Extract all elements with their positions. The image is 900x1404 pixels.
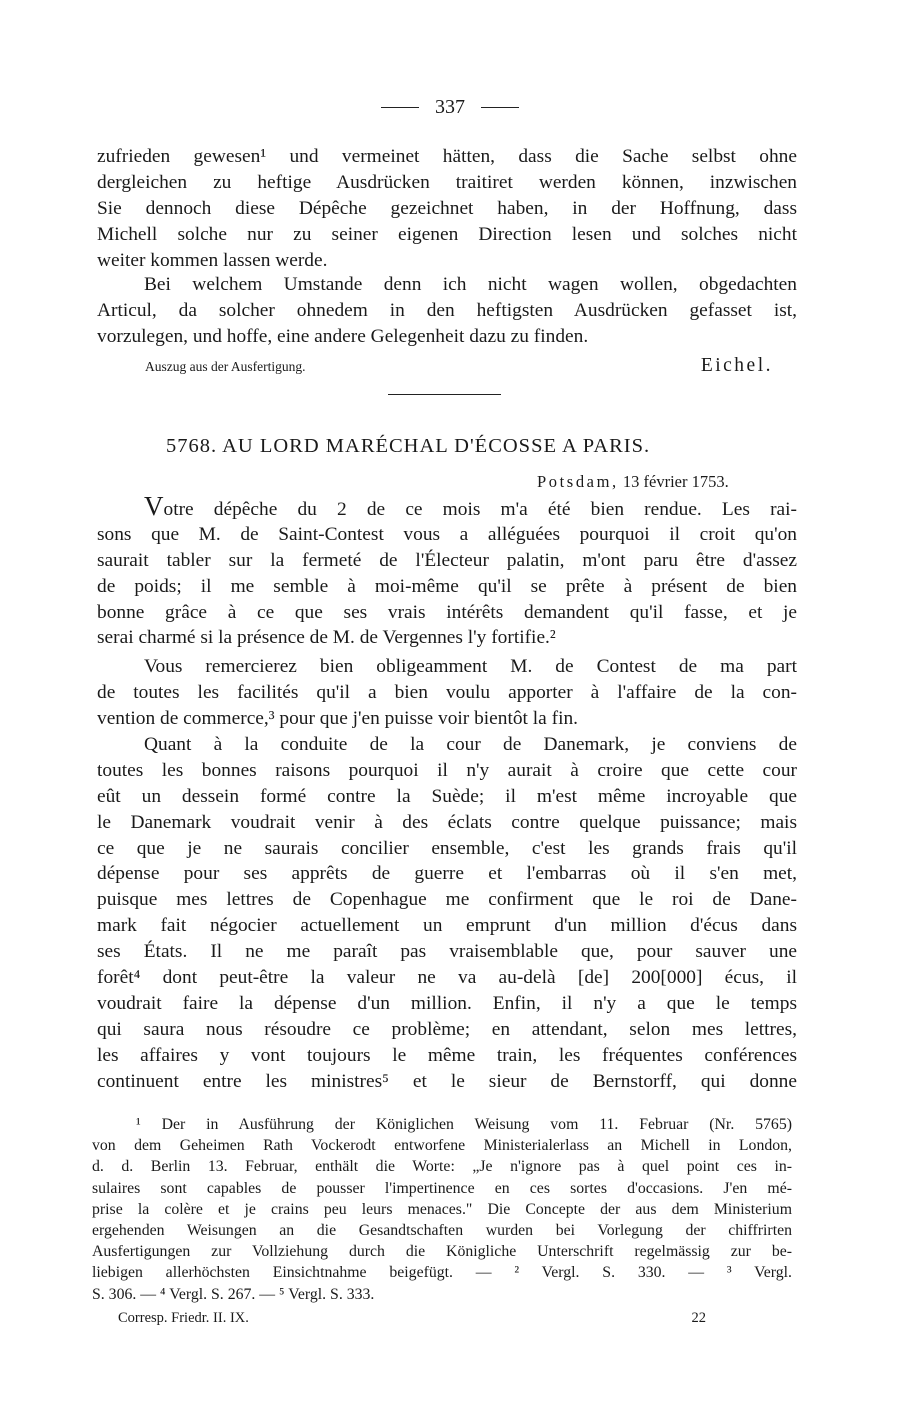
text-line: sons que M. de Saint-Contest vous a alléguées pourquoi il croit qu'on bbox=[97, 523, 797, 545]
text-line: bonne grâce à ce que ses vrais intérêts demandent qu'il fasse, et je bbox=[97, 601, 797, 623]
text-line: de toutes les facilités qu'il a bien voulu apporter à l'affaire de la con- bbox=[97, 681, 797, 703]
text-line: les affaires y vont toujours le même train, les fréquentes conférences bbox=[97, 1044, 797, 1066]
text-line: de poids; il me semble à moi-même qu'il se prête à présent de bien bbox=[97, 575, 797, 597]
header-dash-left bbox=[381, 107, 419, 108]
footnote-line: sulaires sont capables de pousser l'impertinence en ces sortes d'occasions. J'en mé- bbox=[92, 1179, 792, 1197]
footnote bbox=[92, 1114, 792, 1305]
text-line: Michell solche nur zu seiner eigenen Direction lesen und solches nicht bbox=[97, 223, 797, 245]
text-line: ses États. Il ne me paraît pas vraisemblable que, pour sauver une bbox=[97, 941, 797, 963]
header-dash-right bbox=[481, 107, 519, 108]
text-line: dépense pour ses apprêts de guerre et l'embarras où il s'en met, bbox=[97, 863, 797, 885]
text-line: zufrieden gewesen¹ und vermeinet hätten, dass die Sache selbst ohne bbox=[97, 146, 797, 167]
signer-name: Eichel. bbox=[700, 355, 773, 376]
text-line: le Danemark voudrait venir à des éclats contre quelque puissance; mais bbox=[97, 811, 797, 833]
text-line: Vous remercierez bien obligeamment M. de Contest de ma part bbox=[144, 656, 797, 677]
document-paragraph-2 bbox=[97, 654, 797, 732]
footnote-line: liebigen allerhöchsten Einsichtnahme beigefügt. — ² Vergl. S. 330. — ³ Vergl. bbox=[92, 1264, 792, 1282]
text-line: forêt⁴ dont peut-être la valeur ne va au-delà [de] 200[000] écus, il bbox=[97, 967, 797, 989]
text-line: Bei welchem Umstande denn ich nicht wagen wollen, obgedachten bbox=[144, 274, 797, 295]
continued-paragraph bbox=[97, 144, 797, 273]
text-line: eût un dessein formé contre la Suède; il m'est même incroyable que bbox=[97, 785, 797, 807]
text-line: weiter kommen lassen werde. bbox=[97, 249, 328, 271]
footnote-line: prise la colère et je crains peu leurs menaces." Die Concepte der aus dem Ministerium bbox=[92, 1200, 792, 1218]
initial-letter: V bbox=[144, 491, 164, 521]
footnote-line: ergehenden Weisungen an die Gesandtschaften wurden bei Vorlegung der chiffrirten bbox=[92, 1221, 792, 1239]
section-separator bbox=[388, 394, 501, 395]
dateline-place: Potsdam, bbox=[537, 472, 619, 491]
text-run: otre dépêche du 2 de ce mois m'a été bien rendue. Les rai- bbox=[163, 499, 797, 520]
text-line: Quant à la conduite de la cour de Danemark, je conviens de bbox=[144, 734, 797, 755]
text-line: puisque mes lettres de Copenhague me confirment que le roi de Dane- bbox=[97, 889, 797, 911]
text-line: saurait tabler sur la fermeté de l'Électeur palatin, m'ont paru être d'assez bbox=[97, 549, 797, 571]
footnote-line: Ausfertigungen zur Vollziehung durch die Königliche Unterschrift regelmässig zur be- bbox=[92, 1243, 792, 1261]
dateline bbox=[537, 472, 729, 492]
text-line: serai charmé si la présence de M. de Vergennes l'y fortifie.² bbox=[97, 627, 556, 649]
page-number: 337 bbox=[435, 96, 465, 118]
text-line: Sie dennoch diese Dépêche gezeichnet haben, in der Hoffnung, dass bbox=[97, 197, 797, 219]
text-line: dergleichen zu heftige Ausdrücken traitiret werden können, inzwischen bbox=[97, 171, 797, 193]
text-line: toutes les bonnes raisons pourquoi il n'y aurait à croire que cette cour bbox=[97, 759, 797, 781]
footnote-line: S. 306. — ⁴ Vergl. S. 267. — ⁵ Vergl. S. 333. bbox=[92, 1285, 375, 1303]
document-paragraph-3 bbox=[97, 732, 797, 1094]
letter-paragraph-2 bbox=[97, 272, 797, 350]
text-line: Articul, da solcher ohnedem in den heftigsten Ausdrücken gefasset ist, bbox=[97, 299, 797, 321]
footnote-line: ¹ Der in Ausführung der Königlichen Weisung vom 11. Februar (Nr. 5765) bbox=[136, 1116, 792, 1133]
text-line: qui saura nous résoudre ce problème; en attendant, selon mes lettres, bbox=[97, 1018, 797, 1040]
source-note: Auszug aus der Ausfertigung. bbox=[145, 359, 306, 374]
dateline-date: 13 février 1753. bbox=[622, 472, 729, 491]
text-line: continuent entre les ministres⁵ et le sieur de Bernstorff, qui donne bbox=[97, 1070, 797, 1092]
footnote-line: von dem Geheimen Rath Vockerodt entworfene Ministerialerlass an Michell in London, bbox=[92, 1137, 792, 1155]
document-heading: 5768. AU LORD MARÉCHAL D'ÉCOSSE A PARIS. bbox=[166, 435, 651, 457]
page-header bbox=[0, 96, 900, 119]
text-line: vention de commerce,³ pour que j'en puisse voir bientôt la fin. bbox=[97, 707, 579, 729]
document-paragraph-1 bbox=[97, 491, 797, 651]
text-line: mark fait négocier actuellement un emprunt d'un million d'écus dans bbox=[97, 915, 797, 937]
text-line bbox=[97, 491, 797, 522]
text-line: vorzulegen, und hoffe, eine andere Gelegenheit dazu zu finden. bbox=[97, 325, 589, 347]
signature-row bbox=[145, 355, 773, 381]
signature-mark: Corresp. Friedr. II. IX. bbox=[118, 1310, 249, 1326]
sheet-number: 22 bbox=[691, 1310, 706, 1326]
footnote-line: d. d. Berlin 13. Februar, enthält die Worte: „Je n'ignore pas à quel point ces in- bbox=[92, 1158, 792, 1176]
text-line: ce que je ne saurais concilier ensemble, c'est les grands frais qu'il bbox=[97, 837, 797, 859]
text-line: voudrait faire la dépense d'un million. Enfin, il n'y a que le temps bbox=[97, 992, 797, 1014]
